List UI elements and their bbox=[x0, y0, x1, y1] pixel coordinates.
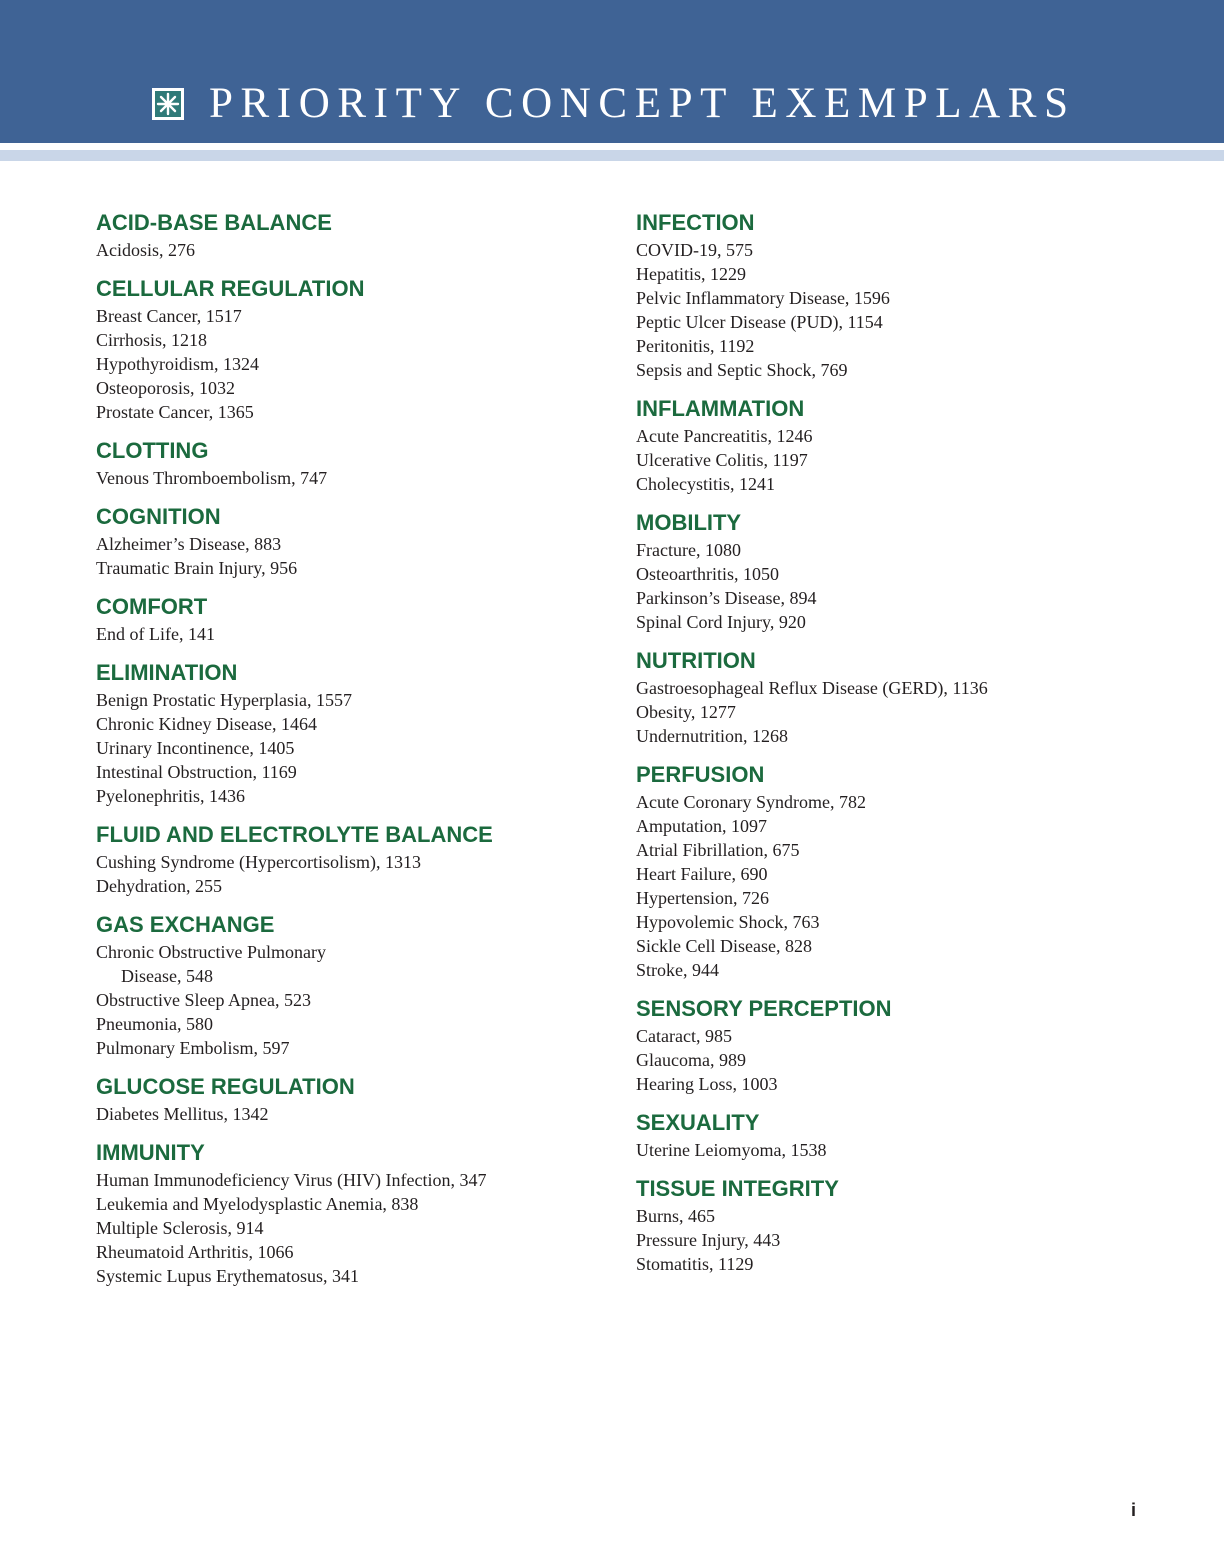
exemplar-item: Sickle Cell Disease, 828 bbox=[636, 936, 812, 956]
concept-heading: GAS EXCHANGE bbox=[96, 912, 275, 937]
exemplar-item: Rheumatoid Arthritis, 1066 bbox=[96, 1242, 294, 1262]
exemplar-item: Cirrhosis, 1218 bbox=[96, 330, 208, 350]
concept-section bbox=[636, 394, 1156, 496]
exemplar-item: Osteoporosis, 1032 bbox=[96, 378, 235, 398]
exemplar-item: Hypothyroidism, 1324 bbox=[96, 354, 260, 374]
exemplar-item: Venous Thromboembolism, 747 bbox=[96, 468, 328, 488]
exemplar-list bbox=[96, 304, 616, 424]
exemplar-list bbox=[96, 466, 616, 490]
concept-heading: INFECTION bbox=[636, 210, 755, 235]
concept-section bbox=[636, 208, 1156, 382]
exemplar-item: COVID-19, 575 bbox=[636, 240, 753, 260]
concept-heading: CLOTTING bbox=[96, 438, 209, 463]
concept-heading: GLUCOSE REGULATION bbox=[96, 1074, 355, 1099]
page-header bbox=[152, 80, 1076, 127]
exemplar-list bbox=[636, 238, 1156, 382]
exemplar-item: Cushing Syndrome (Hypercortisolism), 1313 bbox=[96, 852, 421, 872]
exemplar-item: Peritonitis, 1192 bbox=[636, 336, 755, 356]
exemplar-list bbox=[96, 1102, 616, 1126]
exemplar-list bbox=[636, 1204, 1156, 1276]
right-column bbox=[636, 208, 1156, 1288]
exemplar-item: Dehydration, 255 bbox=[96, 876, 222, 896]
exemplar-item: Pressure Injury, 443 bbox=[636, 1230, 781, 1250]
exemplar-list bbox=[636, 790, 1156, 982]
exemplar-item: Acute Pancreatitis, 1246 bbox=[636, 426, 813, 446]
concept-section bbox=[636, 1108, 1156, 1162]
exemplar-item: Peptic Ulcer Disease (PUD), 1154 bbox=[636, 312, 883, 332]
exemplar-item: Cholecystitis, 1241 bbox=[636, 474, 775, 494]
concept-heading: SENSORY PERCEPTION bbox=[636, 996, 892, 1021]
exemplar-list bbox=[636, 1024, 1156, 1096]
exemplar-item: Stroke, 944 bbox=[636, 960, 719, 980]
exemplar-item: Amputation, 1097 bbox=[636, 816, 767, 836]
concept-section bbox=[96, 658, 616, 808]
exemplar-item: Gastroesophageal Reflux Disease (GERD), 1136 bbox=[636, 678, 988, 698]
exemplar-list bbox=[96, 238, 616, 262]
exemplar-item: Hepatitis, 1229 bbox=[636, 264, 746, 284]
exemplar-item: Hypertension, 726 bbox=[636, 888, 769, 908]
concept-heading: COGNITION bbox=[96, 504, 221, 529]
exemplar-item: Disease, 548 bbox=[121, 966, 213, 986]
left-column bbox=[96, 208, 616, 1300]
exemplar-item: Parkinson’s Disease, 894 bbox=[636, 588, 817, 608]
exemplar-item: Atrial Fibrillation, 675 bbox=[636, 840, 800, 860]
concept-section bbox=[636, 646, 1156, 748]
concept-heading: CELLULAR REGULATION bbox=[96, 276, 365, 301]
exemplar-item: Intestinal Obstruction, 1169 bbox=[96, 762, 297, 782]
concept-section bbox=[636, 1174, 1156, 1276]
exemplar-item: Traumatic Brain Injury, 956 bbox=[96, 558, 298, 578]
concept-heading: COMFORT bbox=[96, 594, 208, 619]
exemplar-list bbox=[96, 1168, 616, 1288]
concept-section bbox=[96, 274, 616, 424]
page-title: PRIORITY CONCEPT EXEMPLARS bbox=[209, 80, 1076, 127]
exemplar-item: Obstructive Sleep Apnea, 523 bbox=[96, 990, 311, 1010]
concept-heading: TISSUE INTEGRITY bbox=[636, 1176, 839, 1201]
exemplar-item: Systemic Lupus Erythematosus, 341 bbox=[96, 1266, 359, 1286]
concept-section bbox=[96, 1138, 616, 1288]
exemplar-list bbox=[96, 688, 616, 808]
exemplar-item: Glaucoma, 989 bbox=[636, 1050, 746, 1070]
header-rule bbox=[0, 150, 1224, 161]
exemplar-item: Spinal Cord Injury, 920 bbox=[636, 612, 806, 632]
exemplar-item: Pneumonia, 580 bbox=[96, 1014, 213, 1034]
exemplar-item: Acidosis, 276 bbox=[96, 240, 195, 260]
exemplar-item: Human Immunodeficiency Virus (HIV) Infection, 347 bbox=[96, 1170, 487, 1190]
concept-heading: IMMUNITY bbox=[96, 1140, 205, 1165]
concept-section bbox=[96, 592, 616, 646]
exemplar-item: Acute Coronary Syndrome, 782 bbox=[636, 792, 866, 812]
concept-section bbox=[96, 208, 616, 262]
concept-section bbox=[96, 1072, 616, 1126]
exemplar-list bbox=[96, 940, 616, 1060]
exemplar-item: Heart Failure, 690 bbox=[636, 864, 768, 884]
exemplar-item: Leukemia and Myelodysplastic Anemia, 838 bbox=[96, 1194, 419, 1214]
exemplar-item: Stomatitis, 1129 bbox=[636, 1254, 754, 1274]
page-number: i bbox=[1131, 1500, 1137, 1520]
exemplar-item: Pulmonary Embolism, 597 bbox=[96, 1038, 290, 1058]
concept-section bbox=[636, 994, 1156, 1096]
exemplar-item: Osteoarthritis, 1050 bbox=[636, 564, 779, 584]
exemplar-item: Urinary Incontinence, 1405 bbox=[96, 738, 295, 758]
snowflake-star-icon bbox=[152, 88, 184, 120]
exemplar-list bbox=[96, 850, 616, 898]
exemplar-item: Undernutrition, 1268 bbox=[636, 726, 788, 746]
concept-heading: ACID-BASE BALANCE bbox=[96, 210, 332, 235]
exemplar-item: Pyelonephritis, 1436 bbox=[96, 786, 245, 806]
exemplar-list bbox=[636, 538, 1156, 634]
concept-section bbox=[636, 760, 1156, 982]
exemplar-item: Obesity, 1277 bbox=[636, 702, 736, 722]
exemplar-item: Multiple Sclerosis, 914 bbox=[96, 1218, 264, 1238]
exemplar-item: End of Life, 141 bbox=[96, 624, 215, 644]
exemplar-item: Breast Cancer, 1517 bbox=[96, 306, 242, 326]
concept-heading: ELIMINATION bbox=[96, 660, 238, 685]
concept-section bbox=[96, 910, 616, 1060]
concept-section bbox=[96, 436, 616, 490]
concept-section bbox=[96, 820, 616, 898]
exemplar-list bbox=[636, 1138, 1156, 1162]
exemplar-item: Chronic Obstructive Pulmonary bbox=[96, 942, 326, 962]
exemplar-item: Cataract, 985 bbox=[636, 1026, 732, 1046]
exemplar-list bbox=[636, 676, 1156, 748]
exemplar-item: Hypovolemic Shock, 763 bbox=[636, 912, 820, 932]
concept-section bbox=[636, 508, 1156, 634]
concept-section bbox=[96, 502, 616, 580]
exemplar-item: Fracture, 1080 bbox=[636, 540, 741, 560]
exemplar-item: Hearing Loss, 1003 bbox=[636, 1074, 778, 1094]
exemplar-item: Alzheimer’s Disease, 883 bbox=[96, 534, 282, 554]
exemplar-item: Chronic Kidney Disease, 1464 bbox=[96, 714, 317, 734]
concept-heading: PERFUSION bbox=[636, 762, 765, 787]
concept-heading: INFLAMMATION bbox=[636, 396, 805, 421]
exemplar-item: Burns, 465 bbox=[636, 1206, 716, 1226]
exemplar-list bbox=[96, 622, 616, 646]
exemplar-item: Benign Prostatic Hyperplasia, 1557 bbox=[96, 690, 352, 710]
exemplar-item: Pelvic Inflammatory Disease, 1596 bbox=[636, 288, 890, 308]
exemplar-item: Sepsis and Septic Shock, 769 bbox=[636, 360, 848, 380]
exemplar-item: Ulcerative Colitis, 1197 bbox=[636, 450, 808, 470]
concept-heading: NUTRITION bbox=[636, 648, 756, 673]
concept-heading: SEXUALITY bbox=[636, 1110, 760, 1135]
exemplar-item: Uterine Leiomyoma, 1538 bbox=[636, 1140, 827, 1160]
exemplar-item: Prostate Cancer, 1365 bbox=[96, 402, 254, 422]
exemplar-list bbox=[636, 424, 1156, 496]
concept-heading: FLUID AND ELECTROLYTE BALANCE bbox=[96, 822, 493, 847]
concept-heading: MOBILITY bbox=[636, 510, 742, 535]
exemplar-list bbox=[96, 532, 616, 580]
exemplar-item: Diabetes Mellitus, 1342 bbox=[96, 1104, 269, 1124]
